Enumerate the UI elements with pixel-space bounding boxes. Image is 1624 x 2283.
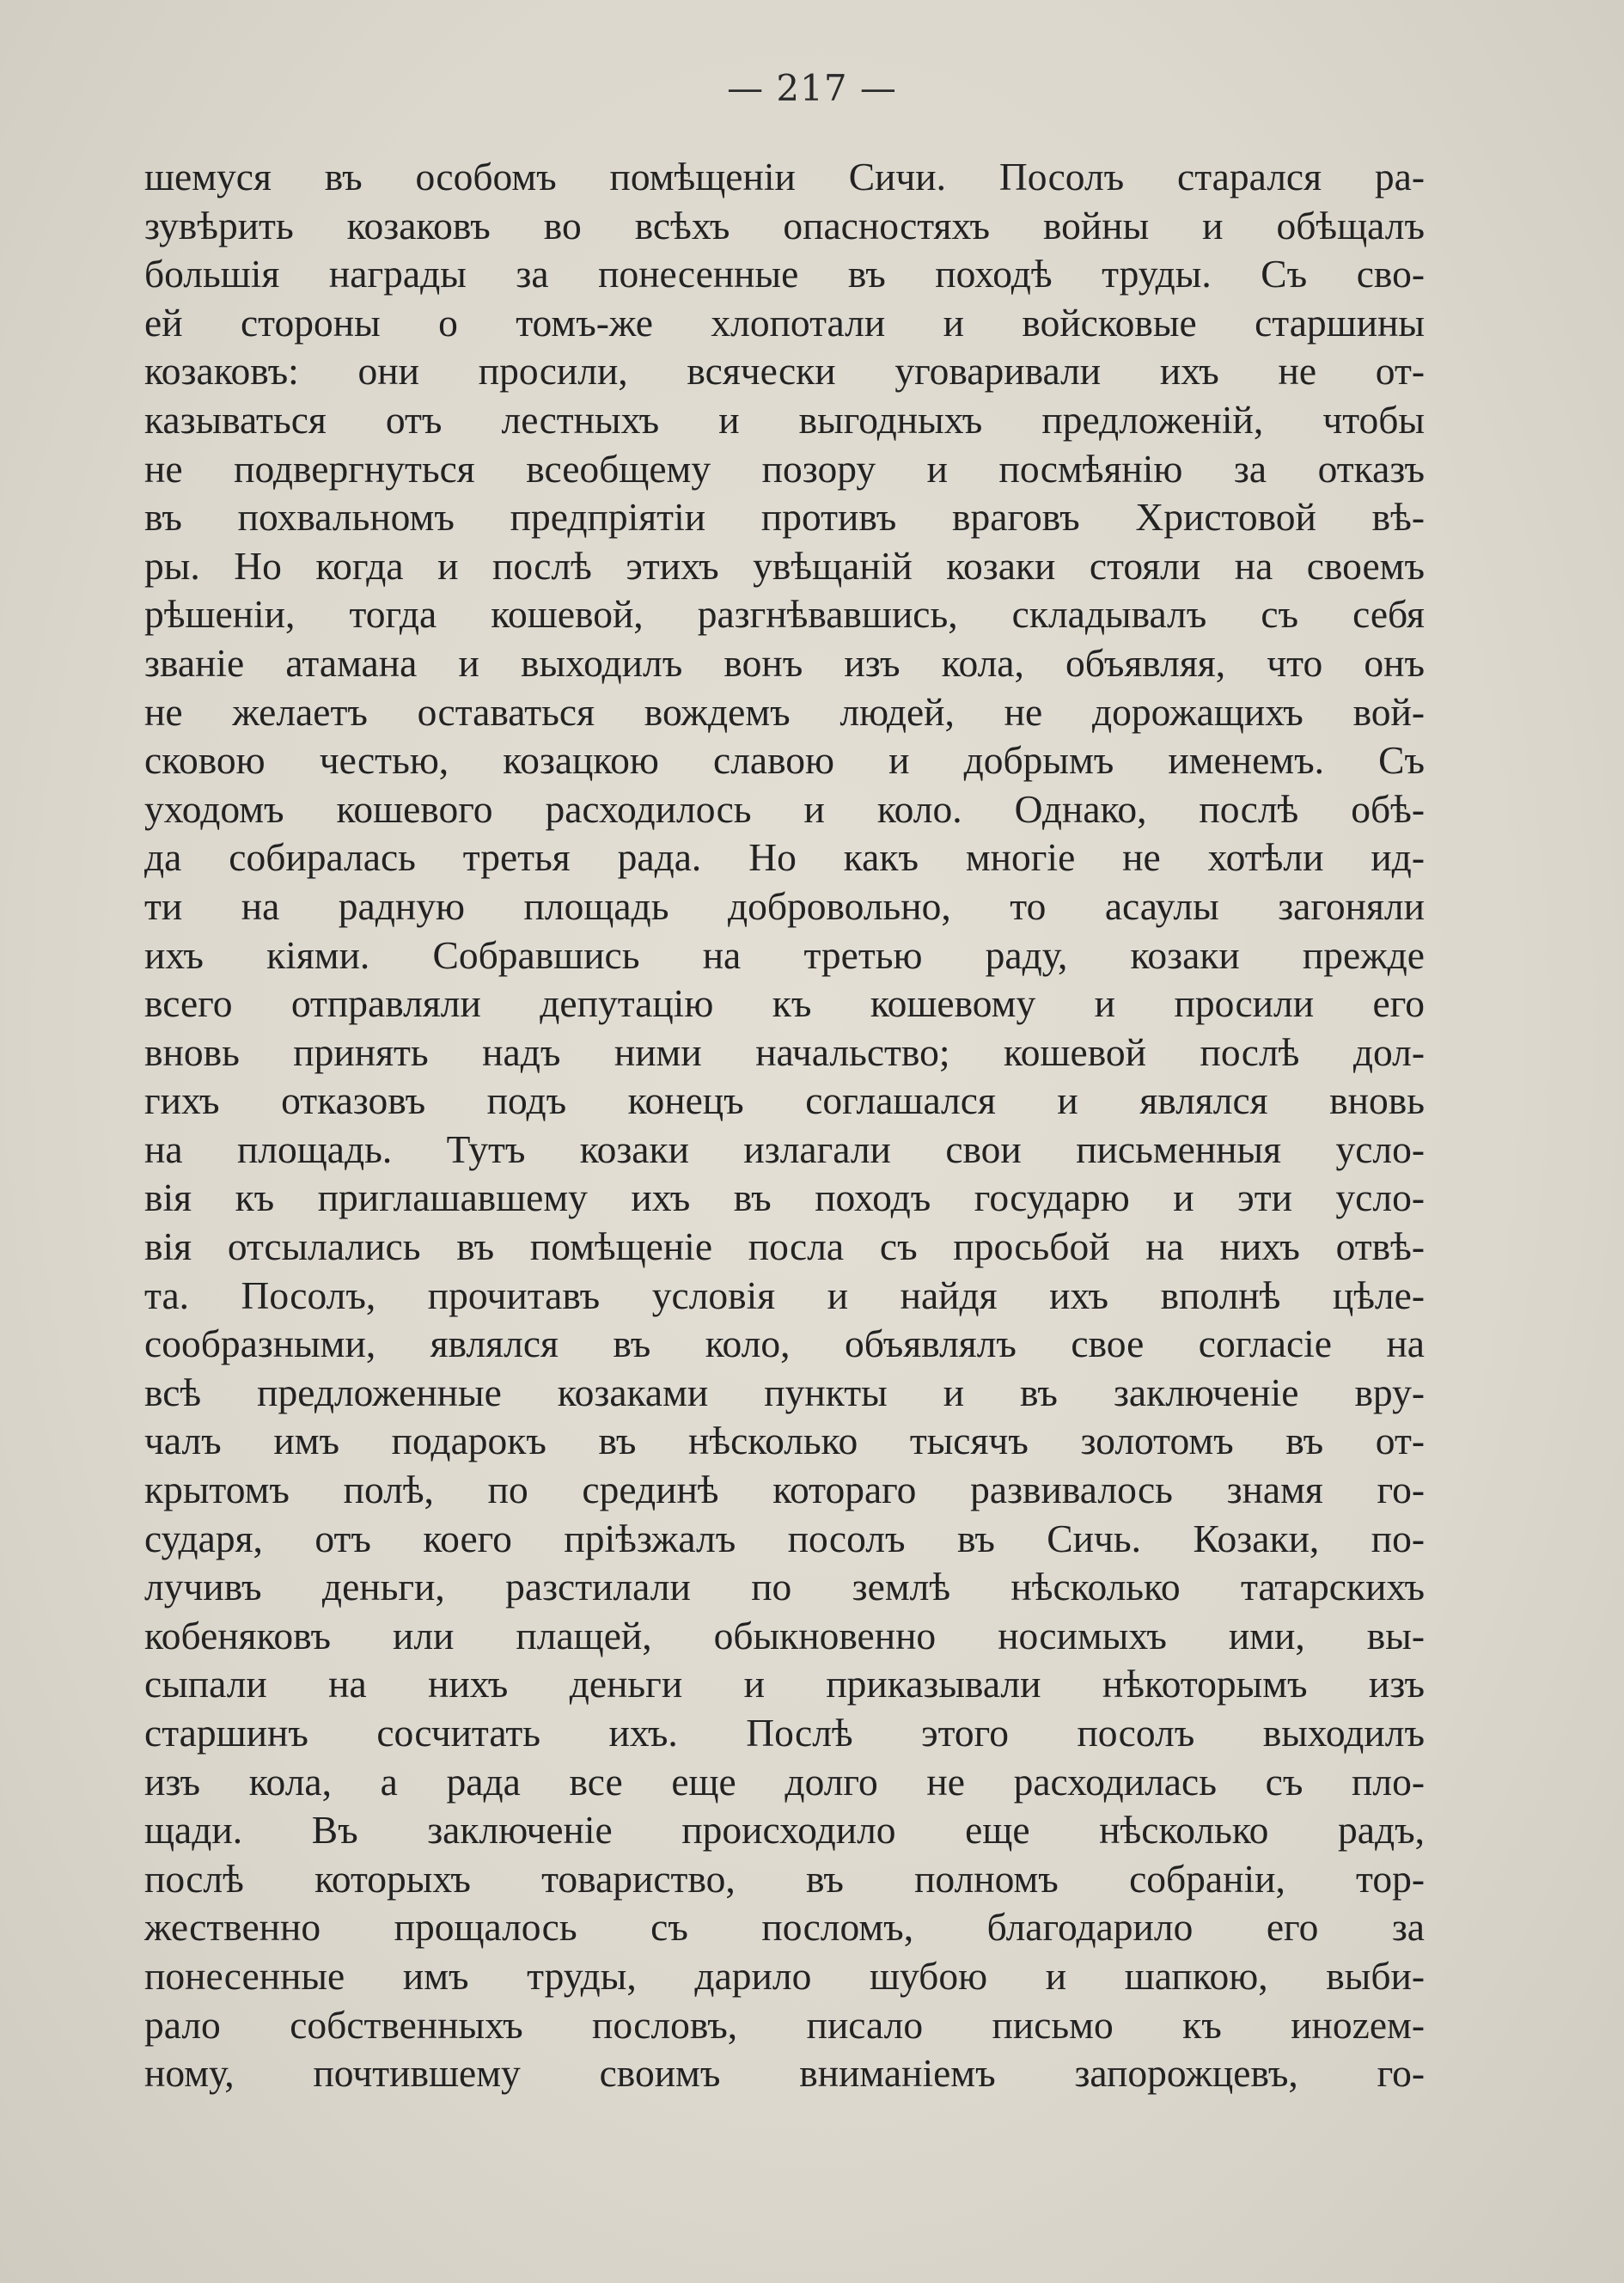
text-line: на площадь. Тутъ козаки излагали свои письменныя усло- <box>144 1126 1425 1171</box>
text-line: вія къ приглашавшему ихъ въ походъ государю и эти усло- <box>144 1175 1425 1220</box>
text-line: та. Посолъ, прочитавъ условія и найдя ихъ вполнѣ цѣле- <box>144 1273 1425 1317</box>
text-line: большія награды за понесенные въ походѣ труды. Съ сво- <box>144 252 1425 296</box>
text-line: зувѣрить козаковъ во всѣхъ опасностяхъ войны и обѣщалъ <box>144 203 1425 247</box>
text-line: да собиралась третья рада. Но какъ многіе не хотѣли ид- <box>144 835 1425 880</box>
text-line: чалъ имъ подарокъ въ нѣсколько тысячъ золотомъ въ от- <box>144 1419 1425 1463</box>
text-line: казываться отъ лестныхъ и выгодныхъ предложеній, чтобы <box>144 397 1425 442</box>
text-line: ихъ кіями. Собравшись на третью раду, козаки прежде <box>144 932 1425 977</box>
text-line: вновь принять надъ ними начальство; кошевой послѣ дол- <box>144 1029 1425 1074</box>
text-line: старшинъ сосчитать ихъ. Послѣ этого посолъ выходилъ <box>144 1711 1425 1755</box>
text-line: всего отправляли депутацію къ кошевому и просили его <box>144 981 1425 1026</box>
text-line: козаковъ: они просили, всячески уговаривали ихъ не от- <box>144 349 1425 394</box>
text-line: понесенные имъ труды, дарило шубою и шапкою, выби- <box>144 1953 1425 1998</box>
text-line: послѣ которыхъ товариство, въ полномъ собраніи, тор- <box>144 1856 1425 1901</box>
text-line: лучивъ деньги, разстилали по землѣ нѣсколько татарскихъ <box>144 1565 1425 1609</box>
text-line: щади. Въ заключеніе происходило еще нѣсколько радъ, <box>144 1808 1425 1853</box>
text-line: рѣшеніи, тогда кошевой, разгнѣвавшись, складывалъ съ себя <box>144 592 1425 637</box>
text-line: сударя, отъ коего пріѣзжалъ посолъ въ Сичь. Козаки, по- <box>144 1516 1425 1560</box>
text-line: кобеняковъ или плащей, обыкновенно носимыхъ ими, вы- <box>144 1613 1425 1657</box>
text-line: сыпали на нихъ деньги и приказывали нѣкоторымъ изъ <box>144 1662 1425 1706</box>
text-line: шемуся въ особомъ помѣщеніи Сичи. Посолъ старался ра- <box>144 155 1425 198</box>
text-line: жественно прощалось съ посломъ, благодарило его за <box>144 1905 1425 1950</box>
text-line: званіе атамана и выходилъ вонъ изъ кола, объявляя, что онъ <box>144 640 1425 685</box>
text-line: ей стороны о томъ-же хлопотали и войсковые старшины <box>144 300 1425 345</box>
page-number: — 217 — <box>727 67 897 109</box>
text-line: вія отсылались въ помѣщеніе посла съ просьбой на нихъ отвѣ- <box>144 1224 1425 1269</box>
text-line: всѣ предложенные козаками пункты и въ заключеніе вру- <box>144 1370 1425 1414</box>
text-line: гихъ отказовъ подъ конецъ соглашался и являлся вновь <box>144 1078 1425 1123</box>
text-line: рало собственныхъ пословъ, писало письмо къ иноzем- <box>144 2002 1425 2047</box>
body-text <box>144 153 1425 2098</box>
text-line: изъ кола, а рада все еще долго не расходилась съ пло- <box>144 1759 1425 1804</box>
text-line: ному, почтившему своимъ вниманіемъ запорожцевъ, го- <box>144 2051 1425 2096</box>
text-line: сообразными, являлся въ коло, объявлялъ свое согласіе на <box>144 1322 1425 1366</box>
text-line: въ похвальномъ предпріятіи противъ враговъ Христовой вѣ- <box>144 495 1425 540</box>
text-line: ти на радную площадь добровольно, то асаулы загоняли <box>144 883 1425 928</box>
text-line: не подвергнуться всеобщему позору и посмѣянію за отказъ <box>144 446 1425 491</box>
text-line: не желаетъ оставаться вождемъ людей, не дорожащихъ вой- <box>144 689 1425 734</box>
text-line: ры. Но когда и послѣ этихъ увѣщаній козаки стояли на своемъ <box>144 543 1425 588</box>
text-line: уходомъ кошевого расходилось и коло. Однако, послѣ обѣ- <box>144 786 1425 831</box>
text-line: сковою честью, козацкою славою и добрымъ именемъ. Съ <box>144 738 1425 783</box>
text-line: крытомъ полѣ, по срединѣ котораго развивалось знамя го- <box>144 1468 1425 1512</box>
